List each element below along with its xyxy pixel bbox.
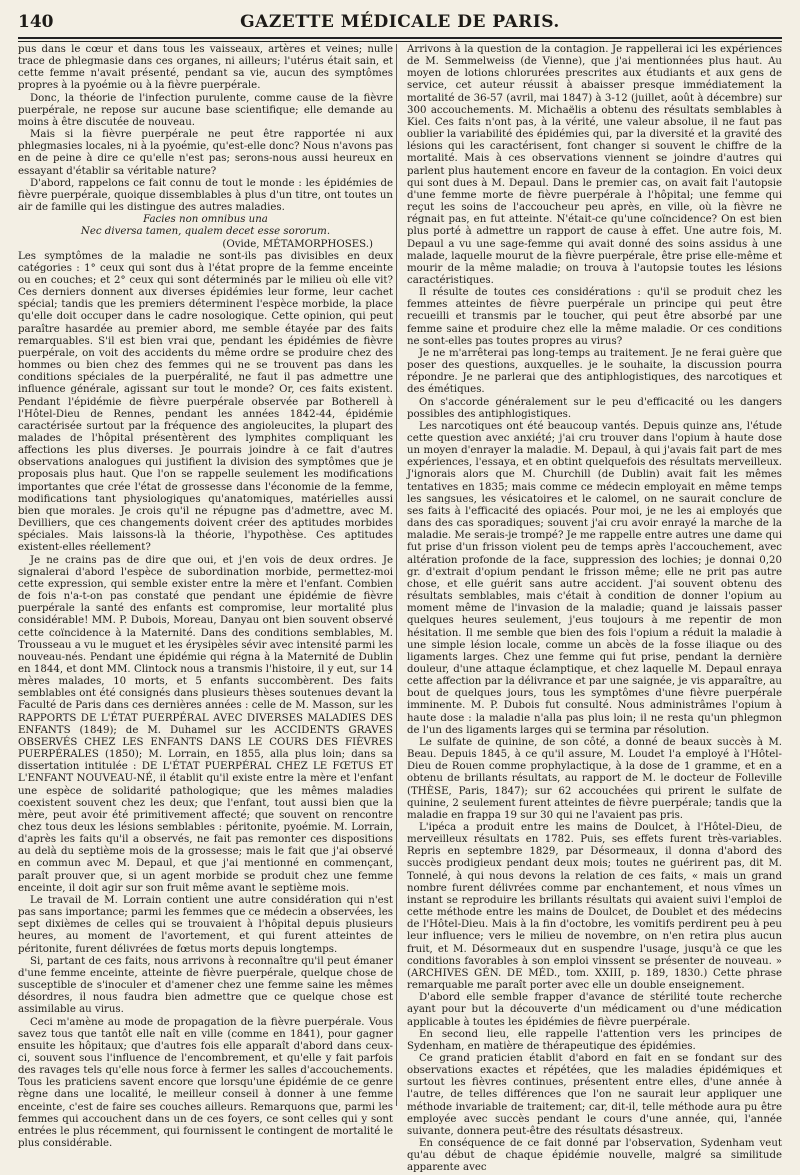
paragraph: En second lieu, elle rappelle l'attention vers les principes de Sydenham, en matière de thérapeutique des épidémies. xyxy=(407,1028,782,1052)
verse-line: Facies non omnibus una xyxy=(143,214,268,226)
verse-line: Nec diversa tamen, qualem decet esse sororum. xyxy=(80,226,331,238)
paragraph: Je ne crains pas de dire que oui, et j'en vois de deux ordres. Je signalerai d'abord l'espèce de subordination morbide, permettez-moi cette expression, qui semble exister entre la mère et l'enfant. Combien de fois n'a-t-on pas constaté que pendant une épidémie de fièvre puerpérale la santé des enfants est compromise, leur mortalité plus considérable! MM. P. Dubois, Moreau, Danyau ont bien souvent observé cette coïncidence à la Maternité. Dans des conditions semblables, M. Trousseau a vu le muguet et les érysipèles sévir avec intensité parmi les nouveau-nés. Pendant une épidémie qui régna à la Maternité de Dublin en 1844, et dont MM. Clintock nous a transmis l'histoire, il y eut, sur 14 mères malades, 10 morts, et 5 enfants succombèrent. Des faits semblables ont été consignés dans plusieurs thèses soutenues devant la Faculté de Paris dans ces dernières années : celle de M. Masson, sur les RAPPORTS DE L'ÉTAT PUERPÉRAL AVEC DIVERSES MALADIES DES ENFANTS (1849); de M. Duhamel sur les ACCIDENTS GRAVES OBSERVÉS CHEZ LES ENFANTS DANS LE COURS DES FIÈVRES PUERPÉRALES (1850); M. Lorrain, en 1855, alla plus loin; dans sa dissertation intitulée : DE L'ÉTAT PUERPÉRAL CHEZ LE FŒTUS ET L'ENFANT NOUVEAU-NÉ, il établit qu'il existe entre la mère et l'enfant une espèce de solidarité pathologique; que les mêmes maladies coexistent souvent chez les deux; que l'enfant, tout aussi bien que la mère, peut avoir été primitivement affecté; que souvent on rencontre chez tous deux les lésions semblables : péritonite, pyoémie. M. Lorrain, d'après les faits qu'il a observés, ne fait pas remonter ces dispositions au delà du septième mois de la grossesse; mais le fait que j'ai observé en commun avec M. Depaul, et que j'ai mentionné en commençant, paraît prouver que, si un agent morbide se produit chez une femme enceinte, il doit agir sur son fruit même avant le septième mois. xyxy=(18,554,394,894)
paragraph: Les narcotiques ont été beaucoup vantés. Depuis quinze ans, l'étude cette question avec anxiété; j'ai cru trouver dans l'opium à haute dose un moyen d'enrayer la maladie. M. Depaul, à qui j'avais fait part de mes expériences, l'essaya, et en obtint quelquefois des résultats merveilleux. J'ignorais alors que M. Churchill (de Dublin) avait fait les mêmes tentatives en 1835; mais comme ce médecin employait en même temps les sangsues, les vésicatoires et le calomel, on ne saurait conclure de ses faits à l'efficacité des opiacés. Pour moi, je ne les ai employés que dans des cas sporadiques; souvent j'ai cru avoir enrayé la marche de la maladie. Me serais-je trompé? Je me rappelle entre autres une dame qui fut prise d'un frisson violent peu de temps après l'accouchement, avec altération profonde de la face, suppression des lochies; je donnai 0,20 gr. d'extrait d'opium pendant le frisson même; elle ne prit pas autre chose, et elle guérit sans autre accident. J'ai souvent obtenu des résultats semblables, mais c'était à condition de donner l'opium au moment même de l'invasion de la maladie; quand je laissais passer quelques heures seulement, j'eus toujours à me repentir de mon hésitation. Il me semble que bien des fois l'opium a réduit la maladie à une simple lésion locale, comme un abcès de la fosse iliaque ou des ligaments larges. Chez une femme qui fut prise, pendant la dernière douleur, d'une attaque éclamptique, et chez laquelle M. Depaul enraya cette affection par la délivrance et par une saignée, je vis apparaître, au bout de quelques jours, tous les symptômes d'une fièvre puerpérale imminente. M. P. Dubois fut consulté. Nous administrâmes l'opium à haute dose : la maladie n'alla pas plus loin; il ne resta qu'un phlegmon de l'un des ligaments larges qui se termina par résolution. xyxy=(407,420,782,736)
header-rule xyxy=(18,37,782,39)
journal-title: GAZETTE MÉDICALE DE PARIS. xyxy=(240,12,560,32)
paragraph: Mais si la fièvre puerpérale ne peut être rapportée ni aux phlegmasies locales, ni à la pyoémie, qu'est-elle donc? Nous n'avons pas en de peine à dire ce qu'elle n'est pas; serons-nous aussi heureux en essayant d'établir sa véritable nature? xyxy=(18,129,393,177)
column-separator xyxy=(396,44,397,1106)
right-column xyxy=(407,44,782,1174)
paragraph: D'abord elle semble frapper d'avance de stérilité toute recherche ayant pour but la découverte d'un médicament ou d'une médication applicable à toutes les épidémies de fièvre puerpérale. xyxy=(407,992,782,1028)
page-header xyxy=(18,8,782,36)
paragraph: D'abord, rappelons ce fait connu de tout le monde : les épidémies de fièvre puerpérale, quoique dissemblables à plus d'un titre, ont toutes un air de famille qui les distingue des autres maladies. xyxy=(18,177,393,214)
paragraph: Donc, la théorie de l'infection purulente, comme cause de la fièvre puerpérale, ne repose sur aucune base scientifique; elle demande au moins à être discutée de nouveau. xyxy=(18,92,393,128)
paragraph: On s'accorde généralement sur le peu d'efficacité ou les dangers possibles des antiphlogistiques. xyxy=(407,396,782,420)
paragraph: pus dans le cœur et dans tous les vaisseaux, artères et veines; nulle trace de phlegmasie dans ces organes, ni ailleurs; l'utérus était sain, et cette femme n'avait présenté, pendant sa vie, aucun des symptômes propres à la pyoémie ou à la fièvre puerpérale. xyxy=(18,44,393,92)
left-column xyxy=(18,44,394,1150)
paragraph: Les symptômes de la maladie ne sont-ils pas divisibles en deux catégories : 1° ceux qui sont dus à l'état propre de la femme enceinte ou en couches; et 2° ceux qui sont déterminés par le milieu où elle vit? Ces derniers donnent aux diverses épidémies leur forme, leur cachet spécial; tandis que les premiers déterminent l'espèce morbide, la place qu'elle doit occuper dans le cadre nosologique. Cette opinion, qui peut paraître hasardée au premier abord, me semble étayée par des faits remarquables. S'il est bien vrai que, pendant les épidémies de fièvre puerpérale, on voit des accidents du même ordre se produire chez des hommes ou bien chez des femmes qui ne se trouvent pas dans les conditions spéciales de la puerpéralité, ne faut il pas admettre une influence générale, agissant sur tout le monde? Or, ces faits existent. Pendant l'épidémie de fièvre puerpérale observée par Botherell à l'Hôtel-Dieu de Rennes, pendant les années 1842-44, épidémie caractérisée surtout par la fréquence des angioleucites, la plupart des malades de l'hôpital présentèrent des lymphites compliquant les affections les plus diverses. Je pourrais joindre à ce fait d'autres observations analogues qui justifient la division des symptômes que je proposais plus haut. Que l'on se rappelle seulement les modifications importantes que crée l'état de grossesse dans l'économie de la femme, modifications tant physiologiques qu'anatomiques, matérielles aussi bien que morales. Je crois qu'il ne répugne pas d'admettre, avec M. Devilliers, que ces changements doivent créer des aptitudes morbides spéciales. Mais laissons-là la théorie, l'hypothèse. Ces aptitudes existent-elles réellement? xyxy=(18,250,393,554)
paragraph: Le sulfate de quinine, de son côté, a donné de beaux succès à M. Beau. Depuis 1845, à ce qu'il assure, M. Loudet l'a employé à l'Hôtel-Dieu de Rouen comme prophylactique, à la dose de 1 gramme, et en a obtenu de brillants résultats, au rapport de M. le docteur de Folleville (THÈSE, Paris, 1847); sur 62 accouchées qui prirent le sulfate de quinine, 2 seulement furent atteintes de fièvre puerpérale; tandis que la maladie en frappa 19 sur 30 qui ne l'avaient pas pris. xyxy=(407,736,782,821)
header-rule-thin xyxy=(18,41,782,42)
paragraph: Si, partant de ces faits, nous arrivons à reconnaître qu'il peut émaner d'une femme enceinte, atteinte de fièvre puerpérale, quelque chose de susceptible de s'inoculer et d'amener chez une femme saine les mêmes désordres, il nous faudra bien admettre que ce quelque chose est assimilable au virus. xyxy=(18,955,393,1016)
paragraph: En conséquence de ce fait donné par l'observation, Sydenham veut qu'au début de chaque épidémie nouvelle, malgré sa similitude apparente avec xyxy=(407,1138,782,1174)
paragraph: Arrivons à la question de la contagion. Je rappellerai ici les expériences de M. Semmelweiss (de Vienne), que j'ai mentionnées plus haut. Au moyen de lotions chlorurées prescrites aux étudiants et aux gens de service, cet auteur réussit à abaisser presque immédiatement la mortalité de 36-57 (avril, mai 1847) à 3-12 (juillet, août à décembre) sur 300 accouchements. M. Michaëlis a obtenu des résultats semblables à Kiel. Ces faits n'ont pas, à la vérité, une valeur absolue, il ne faut pas oublier la variabilité des épidémies qui, par la diversité et la gravité des lésions qui les caractérisent, font changer si souvent le chiffre de la mortalité. Mais à ces observations viennent se joindre d'autres qui parlent plus hautement encore en faveur de la contagion. En voici deux qui sont dues à M. Depaul. Dans le premier cas, on avait fait l'autopsie d'une femme morte de fièvre puerpérale à l'hôpital; une femme qui reçut les soins de l'accoucheur peu après, en ville, où la fièvre ne régnait pas, en fut atteinte. N'était-ce qu'une coïncidence? On est bien plus porté à admettre un rapport de cause à effet. Une autre fois, M. Depaul a vu une sage-femme qui avait donné des soins assidus à une malade, laquelle mourut de la fièvre puerpérale, être prise elle-même et mourir de la même maladie; on trouva à l'autopsie toutes les lésions caractéristiques. xyxy=(407,44,782,286)
paragraph: Ceci m'amène au mode de propagation de la fièvre puerpérale. Vous savez tous que tantôt elle naît en ville (comme en 1841), pour gagner ensuite les hôpitaux; que d'autres fois elle apparaît d'abord dans ceux-ci, souvent sous l'influence de l'encombrement, et qu'elle y fait parfois des ravages tels qu'elle nous force à fermer les salles d'accouchements. Tous les praticiens savent encore que lorsqu'une épidémie de ce genre règne dans une localité, le meilleur conseil à donner à une femme enceinte, c'est de faire ses couches ailleurs. Remarquons que, parmi les femmes qui accouchent dans un de ces foyers, ce sont celles qui y sont entrées le plus récemment, qui fournissent le contingent de mortalité le plus considérable. xyxy=(18,1016,393,1150)
paragraph: Le travail de M. Lorrain contient une autre considération qui n'est pas sans importance; parmi les femmes que ce médecin a observées, les sept dixièmes de celles qui se trouvaient à l'hôpital depuis plusieurs heures, au moment de l'avortement, et qui furent atteintes de péritonite, furent délivrées de fœtus morts depuis longtemps. xyxy=(18,894,393,955)
citation: (Ovide, MÉTAMORPHOSES.) xyxy=(222,238,373,250)
paragraph: L'ipéca a produit entre les mains de Doulcet, à l'Hôtel-Dieu, de merveilleux résultats en 1782. Puis, ses effets furent très-variables. Repris en septembre 1829, par Désormeaux, il donna d'abord des succès prodigieux pendant deux mois; toutes ne guérirent pas, dit M. Tonnelé, à qui nous devons la relation de ces faits, « mais un grand nombre furent délivrées comme par enchantement, et nous vîmes un instant se reproduire les brillants résultats qui avaient suivi l'emploi de cette méthode entre les mains de Doulcet, de Doublet et des médecins de l'Hôtel-Dieu. Mais à la fin d'octobre, les vomitifs perdirent peu à peu leur influence; vers le milieu de novembre, on n'en retira plus aucun fruit, et M. Désormeaux dut en suspendre l'usage, jusqu'à ce que les conditions favorables à son emploi vinssent se présenter de nouveau. » (ARCHIVES GÉN. DE MÉD., tom. XXIII, p. 189, 1830.) Cette phrase remarquable me paraît porter avec elle un double enseignement. xyxy=(407,822,782,992)
paragraph: Ce grand praticien établit d'abord en fait en se fondant sur des observations exactes et répétées, que les maladies épidémiques et surtout les fièvres continues, présentent entre elles, d'une année à l'autre, de telles différences que l'on ne saurait leur appliquer une méthode invariable de traitement; car, dit-il, telle méthode aura pu être employée avec succès pendant le cours d'une année, qui, l'année suivante, donnera peut-être des résultats désastreux. xyxy=(407,1052,782,1137)
page-number: 140 xyxy=(18,12,54,32)
paragraph: Je ne m'arrêterai pas long-temps au traitement. Je ne ferai guère que poser des questions, auxquelles. je le souhaite, la discussion pourra répondre. Je ne parlerai que des antiphlogistiques, des narcotiques et des émétiques. xyxy=(407,347,782,396)
paragraph: Il résulte de toutes ces considérations : qu'il se produit chez les femmes atteintes de fièvre puerpérale un principe qui peut être recueilli et transmis par le toucher, qui peut être absorbé par une femme saine et produire chez elle la même maladie. Or ces conditions ne sont-elles pas toutes propres au virus? xyxy=(407,287,782,347)
